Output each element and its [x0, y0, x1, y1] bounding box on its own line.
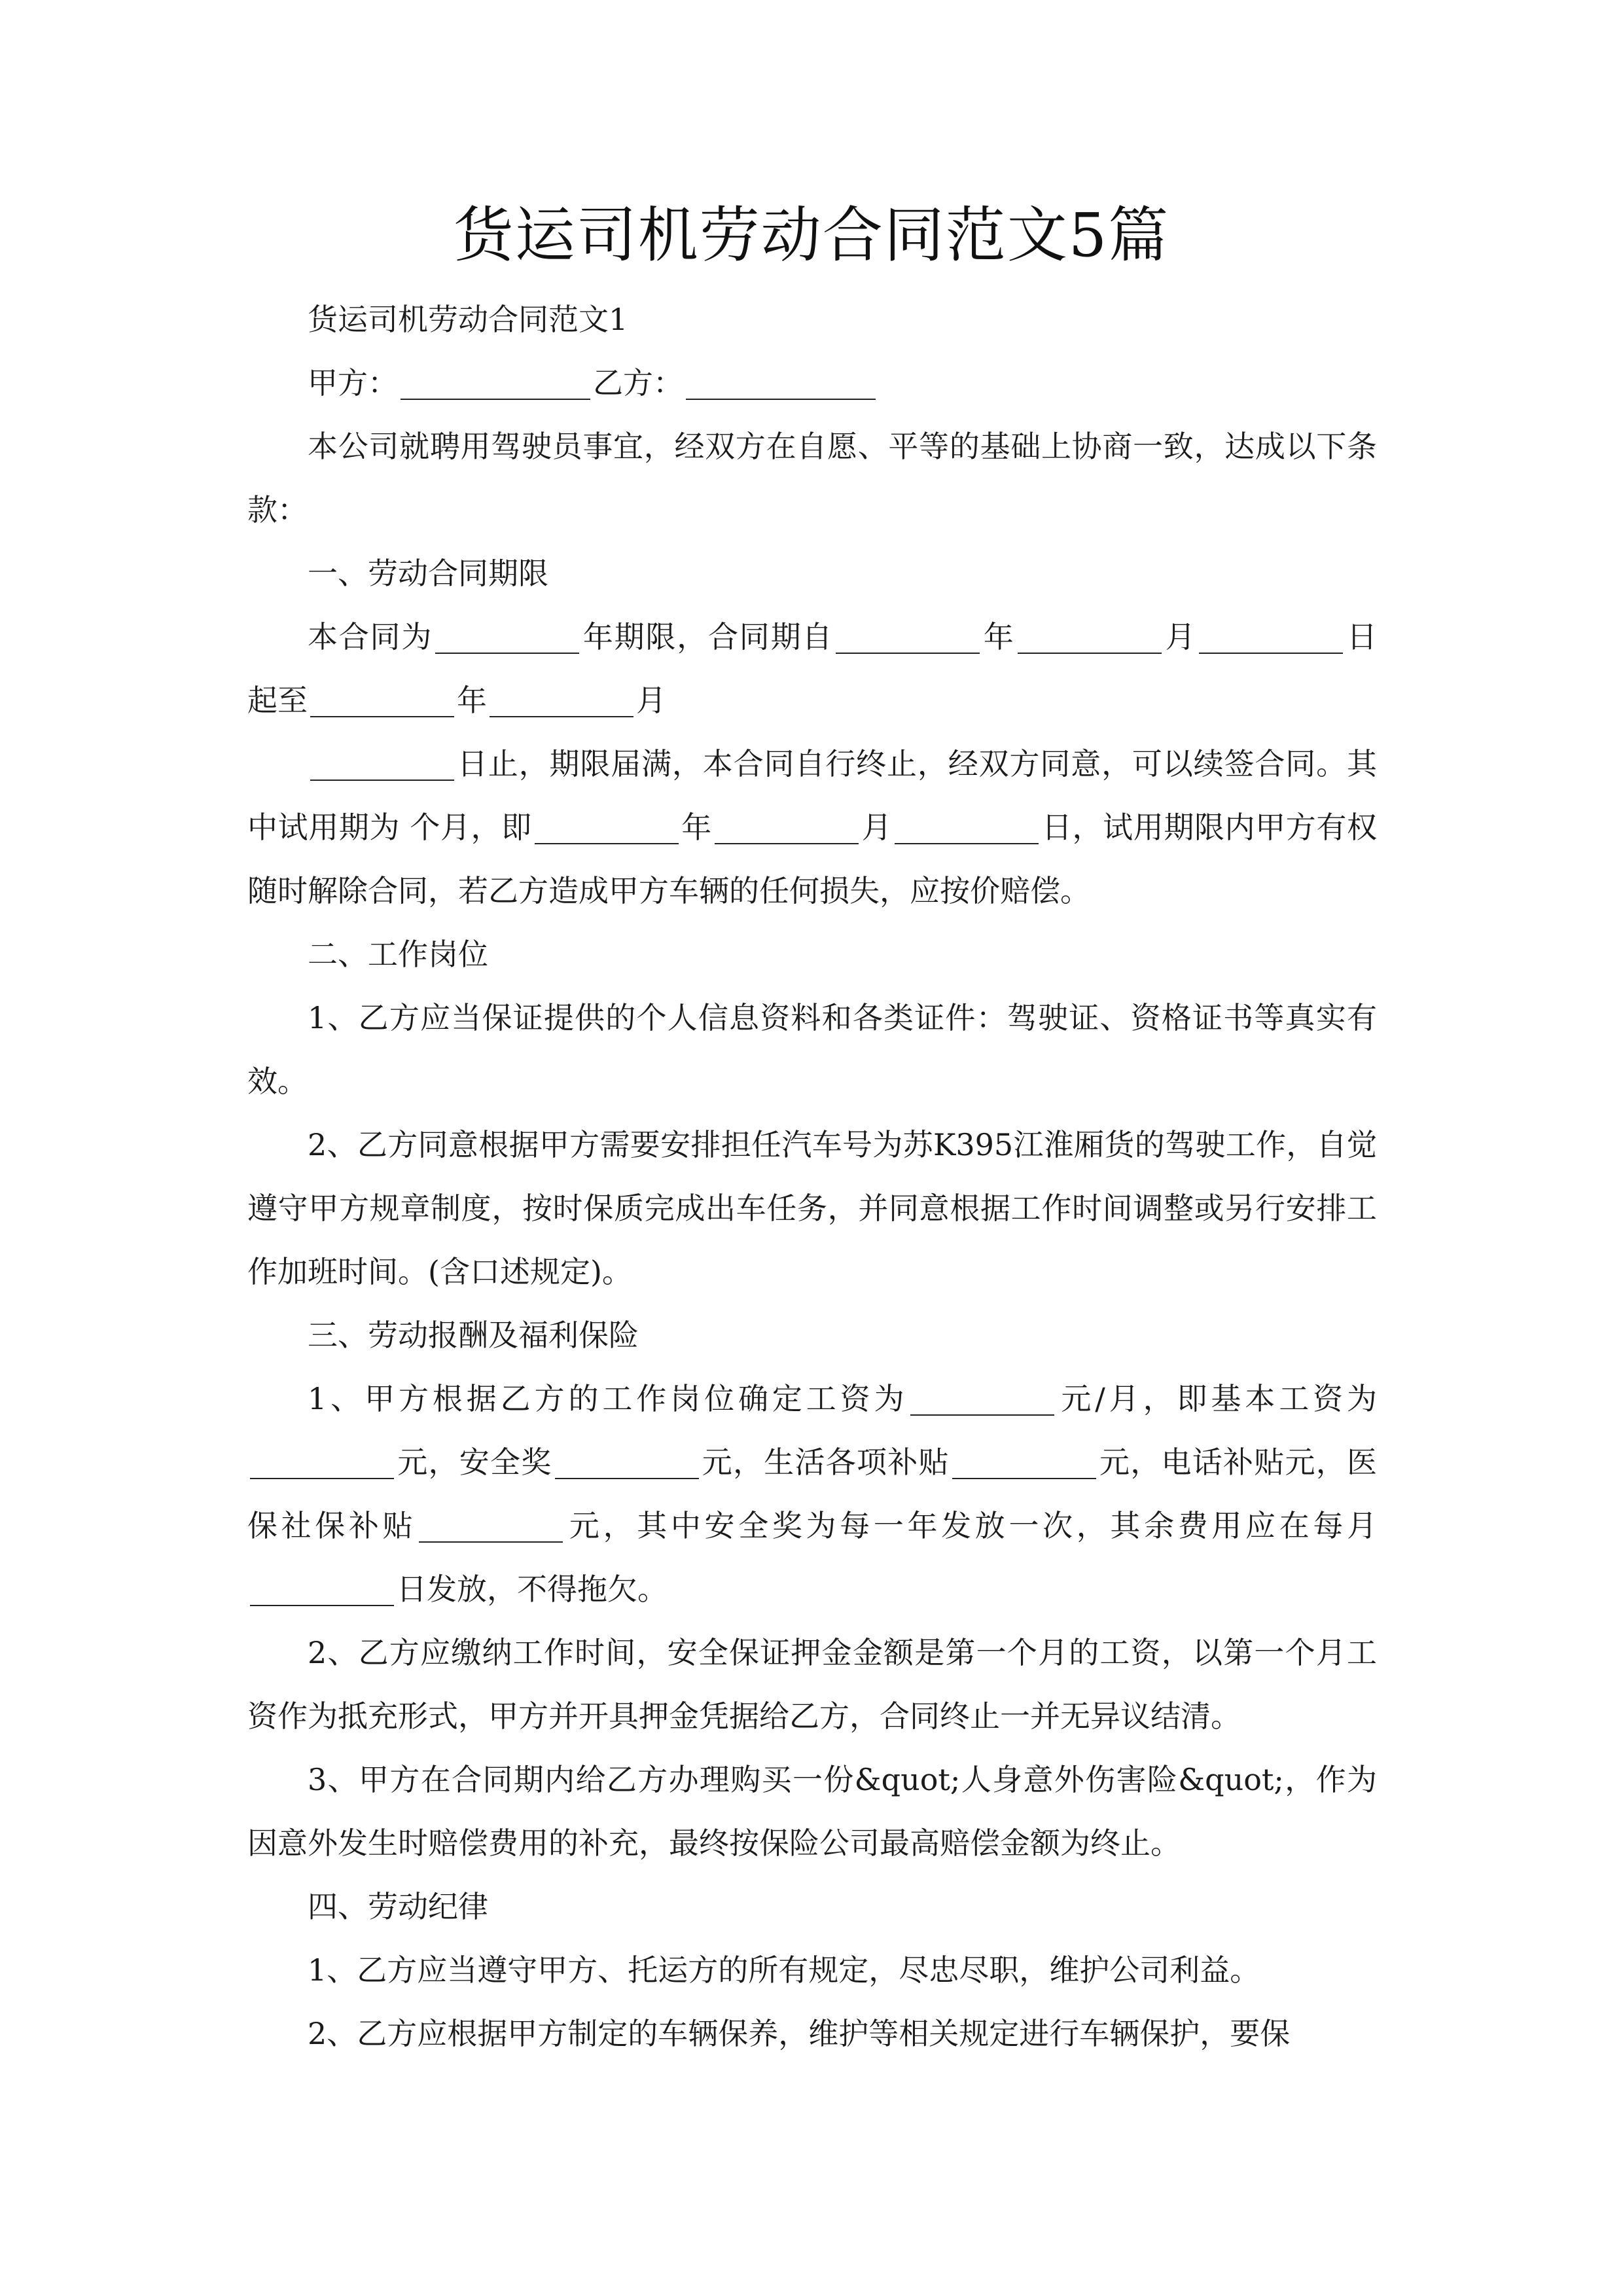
term-text-1: 本合同为 — [308, 619, 433, 655]
salary-text-5: 元，电话补贴元，医保社保补贴 — [247, 1444, 1377, 1543]
end-day-blank — [310, 748, 454, 781]
section-4-item-1: 1、乙方应当遵守甲方、托运方的所有规定，尽忠尽职，维护公司利益。 — [308, 1952, 1260, 1988]
party-a-label: 甲方： — [308, 365, 398, 401]
end-year-blank — [310, 685, 454, 717]
document-title: 货运司机劳动合同范文5篇 — [453, 200, 1170, 270]
probation-year-blank — [535, 812, 679, 844]
intro-paragraph: 本公司就聘用驾驶员事宜，经双方在自愿、平等的基础上协商一致，达成以下条款： — [247, 429, 1377, 528]
party-b-label: 乙方： — [593, 365, 683, 401]
document-body — [247, 288, 1377, 2066]
salary-paragraph — [247, 1367, 1377, 1621]
salary-text-6: 元，其中安全奖为每一年发放一次，其余费用应在每月 — [565, 1508, 1378, 1543]
section-3-heading: 三、劳动报酬及福利保险 — [308, 1318, 639, 1353]
term-text-4: 月 — [1164, 619, 1197, 655]
probation-paragraph — [247, 732, 1377, 923]
pay-day-blank — [250, 1573, 394, 1606]
insurance-allowance-blank — [419, 1510, 563, 1543]
start-day-blank — [1199, 621, 1343, 654]
salary-text-7: 日发放，不得拖欠。 — [397, 1571, 668, 1607]
party-b-blank — [686, 367, 876, 400]
base-salary-blank — [250, 1446, 394, 1479]
monthly-salary-blank — [910, 1383, 1054, 1416]
term-text-7: 月 — [636, 683, 666, 718]
probation-text-4: 日，试用期限内甲方有权随时解除合同，若乙方造成甲方车辆的任何损失，应按价赔偿。 — [247, 810, 1378, 908]
section-3-item-2: 2、乙方应缴纳工作时间，安全保证押金金额是第一个月的工资，以第一个月工资作为抵充形式，甲方并开具押金凭据给乙方，合同终止一并无异议结清。 — [247, 1635, 1377, 1734]
probation-month-blank — [715, 812, 859, 844]
probation-text-2: 年 — [681, 810, 713, 845]
section-4-heading: 四、劳动纪律 — [308, 1889, 488, 1924]
term-text-5: 日起至 — [247, 619, 1378, 718]
party-a-blank — [401, 367, 590, 400]
section-4-item-2: 2、乙方应根据甲方制定的车辆保养，维护等相关规定进行车辆保护，要保 — [308, 2016, 1291, 2051]
salary-text-1: 1、甲方根据乙方的工作岗位确定工资为 — [308, 1381, 908, 1416]
term-text-2: 年期限，合同期自 — [582, 619, 834, 655]
start-year-blank — [836, 621, 980, 654]
contract-subtitle: 货运司机劳动合同范文1 — [308, 302, 628, 337]
living-allowance-blank — [952, 1446, 1096, 1479]
term-text-6: 年 — [457, 683, 487, 718]
term-years-blank — [435, 621, 579, 654]
probation-text-3: 月 — [861, 810, 893, 845]
probation-text-1: 日止，期限届满，本合同自行终止，经双方同意，可以续签合同。其中试用期为 个月，即 — [247, 746, 1377, 845]
salary-text-3: 元，安全奖 — [397, 1444, 552, 1480]
probation-day-blank — [895, 812, 1039, 844]
section-2-heading: 二、工作岗位 — [308, 937, 488, 972]
salary-text-2: 元/月，即基本工资为 — [1057, 1381, 1377, 1416]
term-text-3: 年 — [982, 619, 1015, 655]
end-month-blank — [490, 685, 633, 717]
section-3-item-3: 3、甲方在合同期内给乙方办理购买一份&quot;人身意外伤害险&quot;，作为因意外发生时赔偿费用的补充，最终按保险公司最高赔偿金额为终止。 — [247, 1762, 1377, 1861]
start-month-blank — [1018, 621, 1162, 654]
section-2-item-2: 2、乙方同意根据甲方需要安排担任汽车号为苏K395江淮厢货的驾驶工作，自觉遵守甲方规章制度，按时保质完成出车任务，并同意根据工作时间调整或另行安排工作加班时间。(含口述规定)。 — [247, 1127, 1377, 1289]
section-2-item-1: 1、乙方应当保证提供的个人信息资料和各类证件：驾驶证、资格证书等真实有效。 — [247, 1000, 1377, 1099]
salary-text-4: 元，生活各项补贴 — [701, 1444, 950, 1480]
section-1-heading: 一、劳动合同期限 — [308, 556, 548, 591]
parties-line — [247, 351, 1377, 415]
safety-bonus-blank — [555, 1446, 699, 1479]
term-paragraph — [247, 605, 1377, 732]
